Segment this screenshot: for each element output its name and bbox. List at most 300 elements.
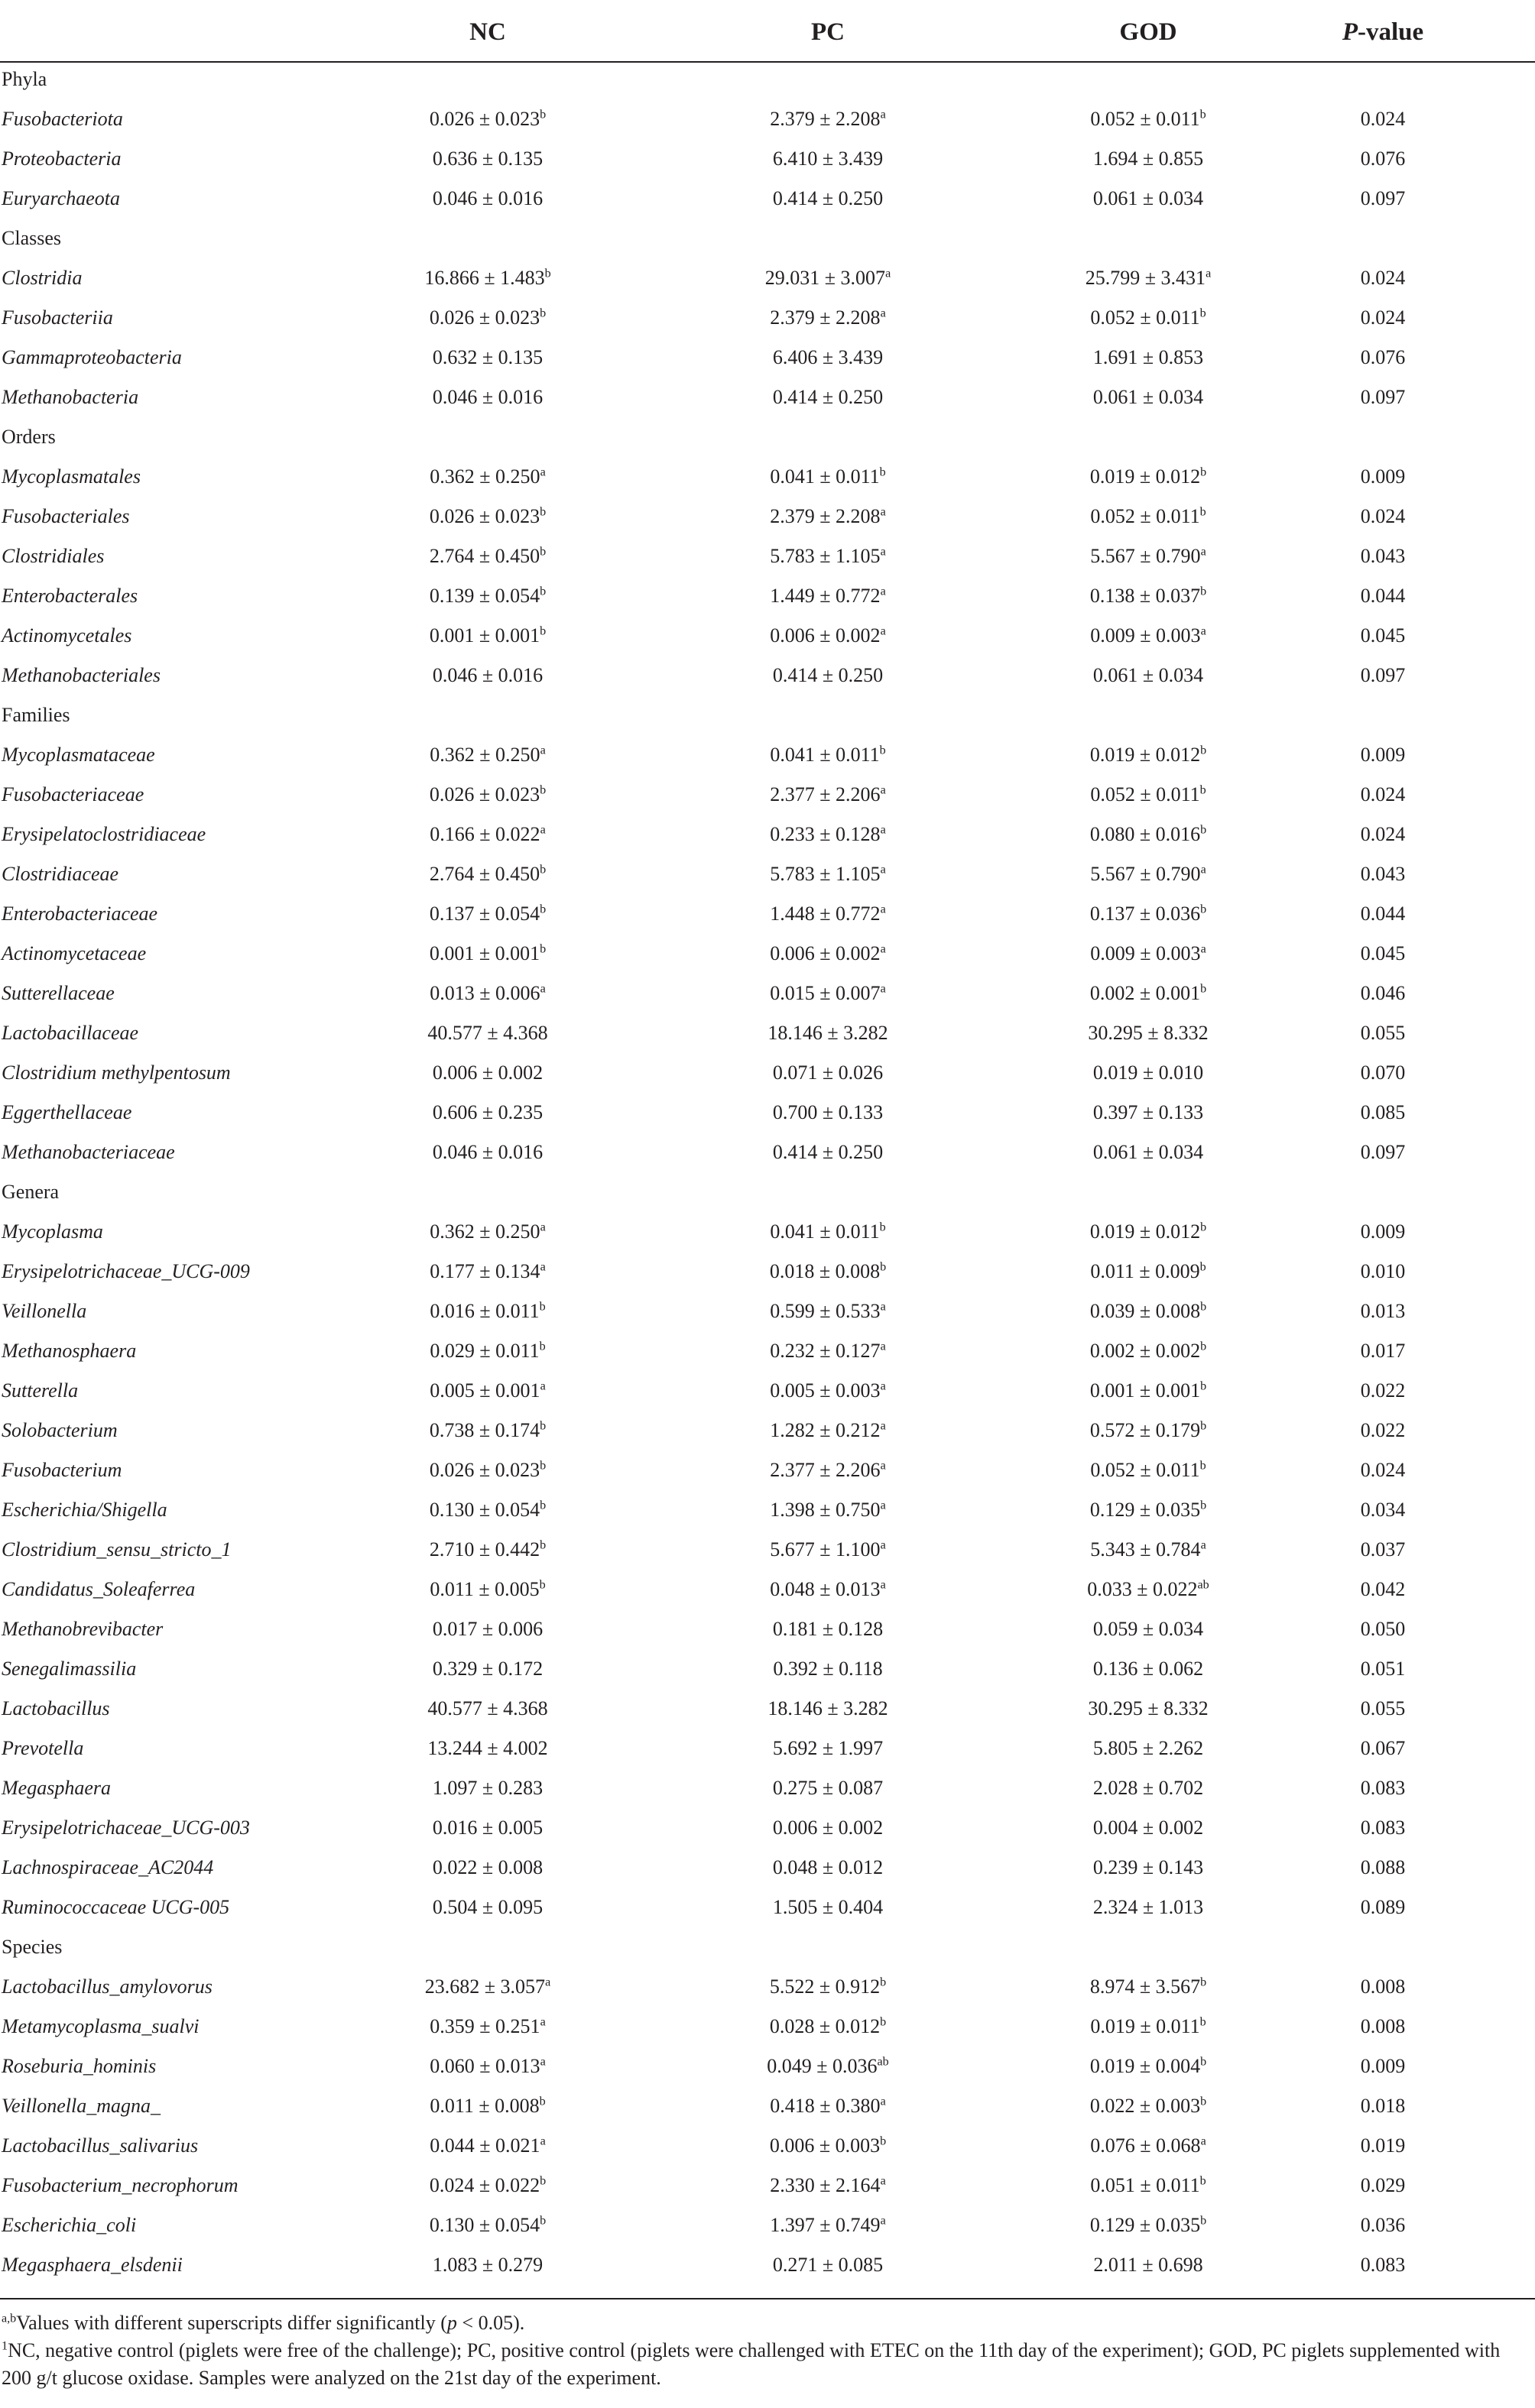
value-pc — [698, 1848, 958, 1888]
taxon-name: Clostridium_sensu_stricto_1 — [2, 1538, 232, 1561]
value-nc — [358, 1570, 618, 1609]
table-row — [0, 1609, 1535, 1649]
value-nc — [358, 854, 618, 894]
value-god — [1018, 775, 1278, 815]
p-value: 0.037 — [1360, 1538, 1406, 1561]
mean-sem: 2.330 ± 2.164 — [770, 2174, 881, 2196]
mean-sem: 8.974 ± 3.567 — [1089, 1975, 1201, 1998]
value-nc — [358, 536, 618, 576]
p-value: 0.050 — [1360, 1618, 1406, 1640]
table-row — [0, 1411, 1535, 1450]
value-nc — [358, 894, 618, 934]
value-pc — [698, 2126, 958, 2166]
significance-superscript: b — [1199, 306, 1206, 320]
footnote-sup-ab: a,b — [2, 2312, 17, 2325]
mean-sem: 0.166 ± 0.022 — [430, 823, 540, 845]
mean-sem: 5.522 ± 0.912 — [769, 1975, 881, 1998]
value-pc — [698, 338, 958, 378]
mean-sem: 0.239 ± 0.143 — [1092, 1856, 1204, 1878]
significance-superscript: a — [540, 982, 546, 996]
mean-sem: 0.033 ± 0.022 — [1087, 1578, 1198, 1600]
value-nc — [358, 1768, 618, 1808]
mean-sem: 6.406 ± 3.439 — [772, 346, 884, 368]
mean-sem: 2.379 ± 2.208 — [770, 306, 881, 329]
p-value: 0.045 — [1360, 942, 1406, 964]
mean-sem: 0.359 ± 0.251 — [430, 2015, 540, 2037]
mean-sem: 0.362 ± 0.250 — [430, 744, 540, 766]
value-pc — [698, 258, 958, 298]
header-p-value — [1299, 13, 1467, 51]
taxon-name: Fusobacteriales — [2, 505, 130, 527]
mean-sem: 0.011 ± 0.005 — [430, 1578, 540, 1600]
value-nc — [358, 1411, 618, 1450]
p-value: 0.043 — [1360, 545, 1406, 567]
value-pc — [698, 497, 958, 536]
value-god — [1018, 854, 1278, 894]
table-row — [0, 99, 1535, 139]
value-god — [1018, 497, 1278, 536]
significance-superscript: ab — [877, 2055, 889, 2069]
value-nc — [358, 775, 618, 815]
p-value: 0.008 — [1360, 2015, 1406, 2037]
value-god — [1018, 1729, 1278, 1768]
taxon-name: Fusobacteriaceae — [2, 783, 144, 805]
value-nc — [358, 457, 618, 497]
value-nc — [358, 378, 618, 417]
p-value: 0.019 — [1360, 2134, 1406, 2157]
mean-sem: 0.029 ± 0.011 — [430, 1340, 540, 1362]
value-nc — [358, 2245, 618, 2285]
table-row — [0, 1848, 1535, 1888]
value-pc — [698, 139, 958, 179]
significance-superscript: a — [880, 982, 886, 996]
p-value: 0.083 — [1360, 2254, 1406, 2276]
mean-sem: 0.009 ± 0.003 — [1090, 624, 1201, 647]
value-nc — [358, 1808, 618, 1848]
mean-sem: 1.083 ± 0.279 — [432, 2254, 544, 2276]
significance-superscript: a — [880, 1538, 886, 1552]
taxon-name: Candidatus_Soleaferrea — [2, 1578, 196, 1600]
value-god — [1018, 1212, 1278, 1252]
table-header — [0, 0, 1535, 61]
p-value: 0.044 — [1360, 585, 1406, 607]
value-pc — [698, 1888, 958, 1927]
value-pc — [698, 1252, 958, 1292]
mean-sem: 0.019 ± 0.010 — [1092, 1061, 1204, 1084]
table-row — [0, 1292, 1535, 1331]
value-god — [1018, 1808, 1278, 1848]
significance-superscript: b — [1199, 505, 1206, 519]
value-nc — [358, 1093, 618, 1133]
mean-sem: 1.694 ± 0.855 — [1092, 147, 1204, 170]
mean-sem: 0.048 ± 0.012 — [772, 1856, 884, 1878]
taxon-name: Actinomycetaceae — [2, 942, 147, 964]
value-pc — [698, 536, 958, 576]
value-nc — [358, 1729, 618, 1768]
value-god — [1018, 894, 1278, 934]
header-p-suffix: -value — [1358, 18, 1424, 46]
mean-sem: 2.028 ± 0.702 — [1092, 1777, 1204, 1799]
value-pc — [698, 1649, 958, 1689]
p-value: 0.024 — [1360, 267, 1406, 289]
mean-sem: 0.024 ± 0.022 — [429, 2174, 540, 2196]
value-pc — [698, 1768, 958, 1808]
value-nc — [358, 139, 618, 179]
significance-superscript: b — [1199, 783, 1206, 797]
mean-sem: 0.002 ± 0.002 — [1089, 1340, 1201, 1362]
value-nc — [358, 1371, 618, 1411]
value-nc — [358, 1212, 618, 1252]
table-row — [0, 1530, 1535, 1570]
value-god — [1018, 1490, 1278, 1530]
mean-sem: 0.139 ± 0.054 — [429, 585, 540, 607]
mean-sem: 16.866 ± 1.483 — [424, 267, 545, 289]
p-value: 0.009 — [1360, 744, 1406, 766]
value-nc — [358, 1252, 618, 1292]
p-value: 0.022 — [1360, 1419, 1406, 1441]
mean-sem: 0.028 ± 0.012 — [769, 2015, 881, 2037]
significance-superscript: b — [539, 1340, 546, 1353]
table-row — [0, 974, 1535, 1013]
mean-sem: 0.130 ± 0.054 — [429, 1499, 540, 1521]
significance-superscript: b — [879, 744, 886, 757]
value-pc — [698, 1133, 958, 1172]
table-row — [0, 616, 1535, 656]
significance-superscript: a — [540, 2015, 546, 2029]
mean-sem: 0.052 ± 0.011 — [1090, 783, 1200, 805]
mean-sem: 0.001 ± 0.001 — [1089, 1379, 1201, 1402]
taxon-name: Sutterella — [2, 1379, 79, 1402]
significance-superscript: b — [544, 267, 551, 280]
value-nc — [358, 815, 618, 854]
value-nc — [358, 2086, 618, 2126]
value-pc — [698, 1808, 958, 1848]
value-pc — [698, 99, 958, 139]
significance-superscript: b — [540, 306, 547, 320]
mean-sem: 0.362 ± 0.250 — [430, 1220, 540, 1243]
mean-sem: 18.146 ± 3.282 — [768, 1022, 888, 1044]
significance-superscript: a — [880, 1499, 886, 1512]
section-row — [0, 219, 1535, 258]
table-row — [0, 298, 1535, 338]
table-row — [0, 1808, 1535, 1848]
value-god — [1018, 1530, 1278, 1570]
p-value: 0.097 — [1360, 187, 1406, 209]
value-nc — [358, 1490, 618, 1530]
value-nc — [358, 497, 618, 536]
significance-superscript: a — [540, 2055, 546, 2069]
mean-sem: 0.329 ± 0.172 — [432, 1658, 544, 1680]
value-pc — [698, 1570, 958, 1609]
taxon-name: Fusobacteriota — [2, 108, 123, 130]
taxon-name: Actinomycetales — [2, 624, 132, 647]
mean-sem: 0.071 ± 0.026 — [772, 1061, 884, 1084]
significance-superscript: b — [1200, 1419, 1207, 1433]
p-value: 0.076 — [1360, 147, 1406, 170]
table-row — [0, 2086, 1535, 2126]
table-row — [0, 2007, 1535, 2047]
p-value: 0.097 — [1360, 386, 1406, 408]
significance-superscript: b — [879, 465, 886, 479]
table-row — [0, 894, 1535, 934]
significance-superscript: b — [540, 942, 547, 956]
value-pc — [698, 179, 958, 219]
value-pc — [698, 656, 958, 695]
value-nc — [358, 99, 618, 139]
taxon-name: Clostridiaceae — [2, 863, 119, 885]
significance-superscript: b — [1200, 1220, 1207, 1234]
significance-superscript: b — [540, 624, 547, 638]
mean-sem: 0.572 ± 0.179 — [1089, 1419, 1201, 1441]
p-value: 0.083 — [1360, 1777, 1406, 1799]
significance-superscript: a — [1200, 2134, 1206, 2148]
value-god — [1018, 576, 1278, 616]
value-pc — [698, 1689, 958, 1729]
significance-superscript: b — [1200, 2214, 1207, 2228]
taxon-name: Methanobrevibacter — [2, 1618, 164, 1640]
value-nc — [358, 1530, 618, 1570]
mean-sem: 0.181 ± 0.128 — [772, 1618, 884, 1640]
table-row — [0, 1768, 1535, 1808]
significance-superscript: b — [540, 505, 547, 519]
value-god — [1018, 2007, 1278, 2047]
p-value: 0.097 — [1360, 664, 1406, 686]
mean-sem: 0.052 ± 0.011 — [1090, 108, 1200, 130]
value-pc — [698, 1093, 958, 1133]
mean-sem: 0.061 ± 0.034 — [1092, 664, 1204, 686]
taxon-name: Proteobacteria — [2, 147, 122, 170]
table-row — [0, 497, 1535, 536]
mean-sem: 1.449 ± 0.772 — [770, 585, 881, 607]
significance-superscript: b — [540, 1459, 547, 1473]
p-value: 0.024 — [1360, 823, 1406, 845]
mean-sem: 0.022 ± 0.008 — [432, 1856, 544, 1878]
mean-sem: 1.398 ± 0.750 — [770, 1499, 881, 1521]
significance-superscript: a — [880, 942, 886, 956]
value-god — [1018, 2126, 1278, 2166]
taxon-name: Solobacterium — [2, 1419, 118, 1441]
value-god — [1018, 298, 1278, 338]
mean-sem: 0.052 ± 0.011 — [1090, 1459, 1200, 1481]
taxon-name: Methanobacteria — [2, 386, 139, 408]
value-god — [1018, 1888, 1278, 1927]
value-pc — [698, 1212, 958, 1252]
mean-sem: 29.031 ± 3.007 — [764, 267, 886, 289]
mean-sem: 0.738 ± 0.174 — [429, 1419, 540, 1441]
taxon-name: Megasphaera — [2, 1777, 111, 1799]
value-god — [1018, 1609, 1278, 1649]
significance-superscript: a — [1200, 1538, 1206, 1552]
value-nc — [358, 2205, 618, 2245]
value-pc — [698, 1411, 958, 1450]
mean-sem: 0.397 ± 0.133 — [1092, 1101, 1204, 1123]
p-value: 0.024 — [1360, 783, 1406, 805]
p-value: 0.097 — [1360, 1141, 1406, 1163]
significance-superscript: b — [540, 2174, 547, 2188]
taxon-name: Erysipelatoclostridiaceae — [2, 823, 206, 845]
table-row — [0, 1133, 1535, 1172]
mean-sem: 2.379 ± 2.208 — [770, 505, 881, 527]
p-value: 0.029 — [1360, 2174, 1406, 2196]
significance-superscript: a — [1200, 942, 1206, 956]
p-value: 0.009 — [1360, 2055, 1406, 2077]
table-row — [0, 1371, 1535, 1411]
mean-sem: 0.060 ± 0.013 — [430, 2055, 540, 2077]
taxon-name: Prevotella — [2, 1737, 84, 1759]
table-row — [0, 1450, 1535, 1490]
mean-sem: 0.392 ± 0.118 — [773, 1658, 883, 1680]
value-pc — [698, 1292, 958, 1331]
value-nc — [358, 2047, 618, 2086]
mean-sem: 0.009 ± 0.003 — [1090, 942, 1201, 964]
taxon-name: Lachnospiraceae_AC2044 — [2, 1856, 214, 1878]
value-pc — [698, 775, 958, 815]
mean-sem: 5.805 ± 2.262 — [1092, 1737, 1204, 1759]
mean-sem: 0.016 ± 0.011 — [430, 1300, 540, 1322]
significance-superscript: a — [540, 823, 546, 837]
mean-sem: 5.567 ± 0.790 — [1090, 545, 1201, 567]
taxon-name: Senegalimassilia — [2, 1658, 137, 1680]
value-pc — [698, 815, 958, 854]
mean-sem: 5.692 ± 1.997 — [772, 1737, 884, 1759]
mean-sem: 5.343 ± 0.784 — [1090, 1538, 1201, 1561]
significance-superscript: b — [1200, 1499, 1207, 1512]
value-nc — [358, 179, 618, 219]
significance-superscript: b — [539, 1300, 546, 1314]
significance-superscript: a — [1200, 863, 1206, 877]
value-pc — [698, 1490, 958, 1530]
value-nc — [358, 2007, 618, 2047]
significance-superscript: a — [540, 744, 546, 757]
mean-sem: 2.377 ± 2.206 — [770, 1459, 881, 1481]
mean-sem: 1.097 ± 0.283 — [432, 1777, 544, 1799]
mean-sem: 2.011 ± 0.698 — [1093, 2254, 1203, 2276]
significance-superscript: a — [880, 2174, 886, 2188]
significance-superscript: b — [1200, 465, 1207, 479]
value-nc — [358, 1292, 618, 1331]
footnote-abbreviations — [2, 2337, 1527, 2392]
significance-superscript: b — [1200, 744, 1207, 757]
section-row — [0, 60, 1535, 99]
mean-sem: 0.414 ± 0.250 — [772, 386, 884, 408]
significance-superscript: b — [540, 585, 547, 598]
section-label: Species — [2, 1936, 63, 1958]
mean-sem: 0.700 ± 0.133 — [772, 1101, 884, 1123]
taxon-name: Clostridium methylpentosum — [2, 1061, 231, 1084]
header-pc: PC — [811, 18, 845, 46]
taxon-name: Lactobacillus_salivarius — [2, 2134, 199, 2157]
table-row — [0, 576, 1535, 616]
mean-sem: 0.129 ± 0.035 — [1089, 2214, 1201, 2236]
mean-sem: 0.018 ± 0.008 — [769, 1260, 881, 1282]
value-pc — [698, 2086, 958, 2126]
value-pc — [698, 2166, 958, 2205]
value-pc — [698, 894, 958, 934]
table-row — [0, 536, 1535, 576]
mean-sem: 0.004 ± 0.002 — [1092, 1817, 1204, 1839]
mean-sem: 0.006 ± 0.003 — [769, 2134, 881, 2157]
mean-sem: 0.019 ± 0.012 — [1089, 1220, 1201, 1243]
taxon-name: Eggerthellaceae — [2, 1101, 132, 1123]
mean-sem: 0.414 ± 0.250 — [772, 664, 884, 686]
significance-superscript: a — [880, 1379, 886, 1393]
value-god — [1018, 2205, 1278, 2245]
value-nc — [358, 934, 618, 974]
mean-sem: 0.011 ± 0.009 — [1090, 1260, 1200, 1282]
value-pc — [698, 1013, 958, 1053]
footnote-significance — [2, 2309, 1527, 2337]
value-nc — [358, 1133, 618, 1172]
taxon-name: Veillonella_magna_ — [2, 2095, 161, 2117]
significance-superscript: b — [880, 2015, 887, 2029]
significance-superscript: a — [880, 1419, 886, 1433]
value-god — [1018, 1093, 1278, 1133]
table-row — [0, 1649, 1535, 1689]
taxon-name: Ruminococcaceae UCG-005 — [2, 1896, 230, 1918]
value-nc — [358, 616, 618, 656]
p-value: 0.076 — [1360, 346, 1406, 368]
value-god — [1018, 179, 1278, 219]
value-nc — [358, 1450, 618, 1490]
significance-superscript: b — [540, 545, 547, 559]
significance-superscript: b — [540, 1419, 547, 1433]
significance-superscript: b — [1200, 823, 1207, 837]
table-row — [0, 854, 1535, 894]
taxon-name: Sutterellaceae — [2, 982, 115, 1004]
mean-sem: 5.677 ± 1.100 — [770, 1538, 881, 1561]
mean-sem: 0.504 ± 0.095 — [432, 1896, 544, 1918]
taxon-name: Methanobacteriaceae — [2, 1141, 175, 1163]
significance-superscript: a — [880, 1340, 886, 1353]
table-row — [0, 934, 1535, 974]
significance-superscript: a — [880, 505, 886, 519]
significance-superscript: a — [880, 783, 886, 797]
value-god — [1018, 1848, 1278, 1888]
significance-superscript: a — [880, 108, 886, 122]
mean-sem: 0.061 ± 0.034 — [1092, 386, 1204, 408]
taxon-name: Mycoplasmatales — [2, 465, 141, 488]
value-pc — [698, 2245, 958, 2285]
significance-superscript: b — [1199, 2015, 1206, 2029]
value-god — [1018, 2086, 1278, 2126]
footnote-text-b: < 0.05). — [456, 2312, 525, 2334]
p-value: 0.045 — [1360, 624, 1406, 647]
value-god — [1018, 2047, 1278, 2086]
mean-sem: 0.059 ± 0.034 — [1092, 1618, 1204, 1640]
footnote-sup-1: 1 — [2, 2339, 8, 2353]
p-value: 0.024 — [1360, 306, 1406, 329]
significance-superscript: b — [1200, 1340, 1207, 1353]
mean-sem: 0.137 ± 0.054 — [429, 903, 540, 925]
significance-superscript: b — [1199, 1260, 1206, 1274]
value-god — [1018, 1371, 1278, 1411]
p-value: 0.070 — [1360, 1061, 1406, 1084]
value-god — [1018, 1252, 1278, 1292]
table-row — [0, 1570, 1535, 1609]
footnote-text: NC, negative control (piglets were free of the challenge); PC, positive control (piglets were challenged with ETEC on the 11th day of the experiment); GOD, PC piglets supplemented with 200 g/t glucose oxidase. Samples were analyzed on the 21st day of the experiment. — [2, 2339, 1501, 2389]
table-row — [0, 1729, 1535, 1768]
p-value: 0.067 — [1360, 1737, 1406, 1759]
taxon-name: Lactobacillaceae — [2, 1022, 139, 1044]
taxon-name: Escherichia_coli — [2, 2214, 137, 2236]
value-pc — [698, 2007, 958, 2047]
p-value: 0.017 — [1360, 1340, 1406, 1362]
section-row — [0, 695, 1535, 735]
value-pc — [698, 1053, 958, 1093]
mean-sem: 0.001 ± 0.001 — [429, 942, 540, 964]
value-pc — [698, 2047, 958, 2086]
header-p-letter: P — [1342, 18, 1358, 46]
